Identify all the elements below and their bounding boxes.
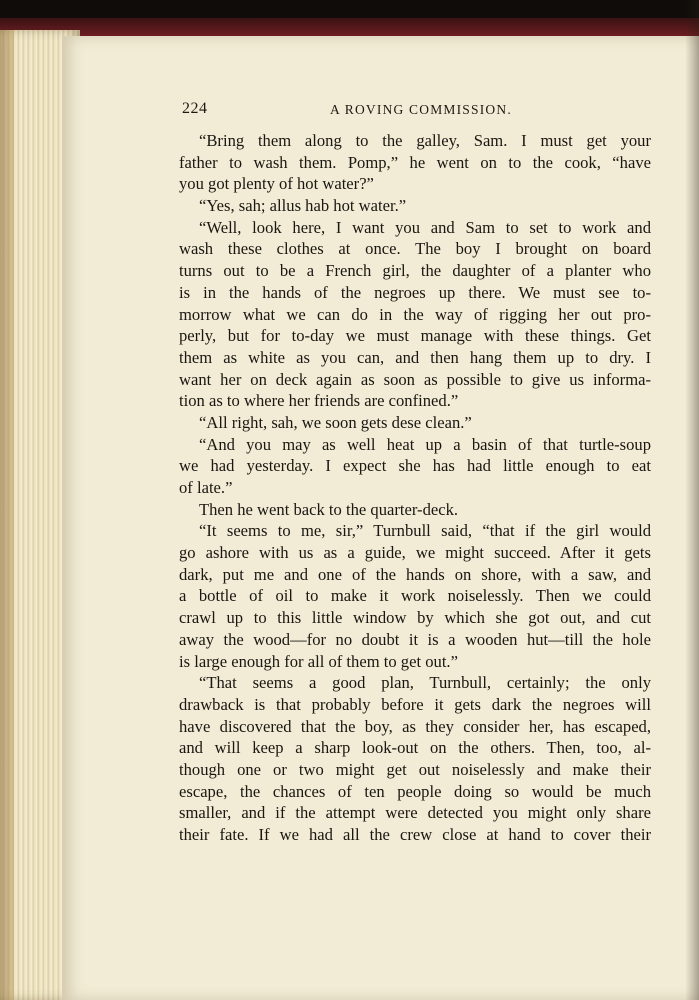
text-line: away the wood—for no doubt it is a wooden hut—till the hole — [179, 629, 651, 649]
body-text — [179, 130, 651, 846]
text-line: is in the hands of the negroes up there. We must see to- — [179, 282, 651, 302]
text-line: is large enough for all of them to get out.” — [179, 651, 458, 671]
text-line: “That seems a good plan, Turnbull, certainly; the only — [199, 673, 651, 693]
text-line: we had yesterday. I expect she has had little enough to eat — [179, 456, 651, 476]
text-line: turns out to be a French girl, the daughter of a planter who — [179, 261, 651, 281]
text-line: tion as to where her friends are confined.” — [179, 391, 459, 411]
text-line: smaller, and if the attempt were detected you might only share — [179, 803, 651, 823]
text-line: of late.” — [179, 478, 233, 497]
running-head — [182, 100, 652, 120]
text-line: “Well, look here, I want you and Sam to set to work and — [199, 217, 651, 237]
text-line: escape, the chances of ten people doing so would be much — [179, 781, 651, 801]
text-line: father to wash them. Pomp,” he went on to the cook, “have — [179, 152, 651, 172]
text-line: though one or two might get out noiselessly and make their — [179, 759, 651, 779]
text-line: a bottle of oil to make it work noiselessly. Then we could — [179, 586, 651, 606]
page-gutter-shadow — [685, 0, 699, 1000]
text-line: “It seems to me, sir,” Turnbull said, “that if the girl would — [199, 521, 651, 541]
text-line: “Bring them along to the galley, Sam. I must get your — [199, 131, 651, 150]
text-line: have discovered that the boy, as they consider her, has escaped, — [179, 716, 651, 736]
text-line: drawback is that probably before it gets dark the negroes will — [179, 694, 651, 714]
text-line: their fate. If we had all the crew close at hand to cover their — [179, 825, 651, 844]
text-line: perly, but for to-day we must manage with these things. Get — [179, 326, 651, 346]
running-title: A ROVING COMMISSION. — [330, 102, 512, 117]
text-line: “And you may as well heat up a basin of that turtle-soup — [199, 434, 651, 454]
text-line: “All right, sah, we soon gets dese clean.” — [199, 412, 472, 432]
page-number: 224 — [182, 100, 208, 117]
text-line: you got plenty of hot water?” — [179, 174, 374, 194]
text-line: and will keep a sharp look-out on the others. Then, too, al- — [179, 738, 651, 758]
text-line: morrow what we can do in the way of rigging her out pro- — [179, 304, 651, 324]
text-line: “Yes, sah; allus hab hot water.” — [199, 196, 407, 216]
text-line: go ashore with us as a guide, we might succeed. After it gets — [179, 543, 651, 563]
text-line: want her on deck again as soon as possible to give us informa- — [179, 369, 651, 389]
text-line: dark, put me and one of the hands on shore, with a saw, and — [179, 564, 651, 584]
text-line: crawl up to this little window by which she got out, and cut — [179, 608, 651, 628]
text-line: Then he went back to the quarter-deck. — [199, 499, 459, 519]
text-line: them as white as you can, and then hang them up to dry. I — [179, 347, 651, 367]
page-stack-shadow — [0, 30, 14, 1000]
text-line: wash these clothes at once. The boy I brought on board — [179, 239, 651, 259]
